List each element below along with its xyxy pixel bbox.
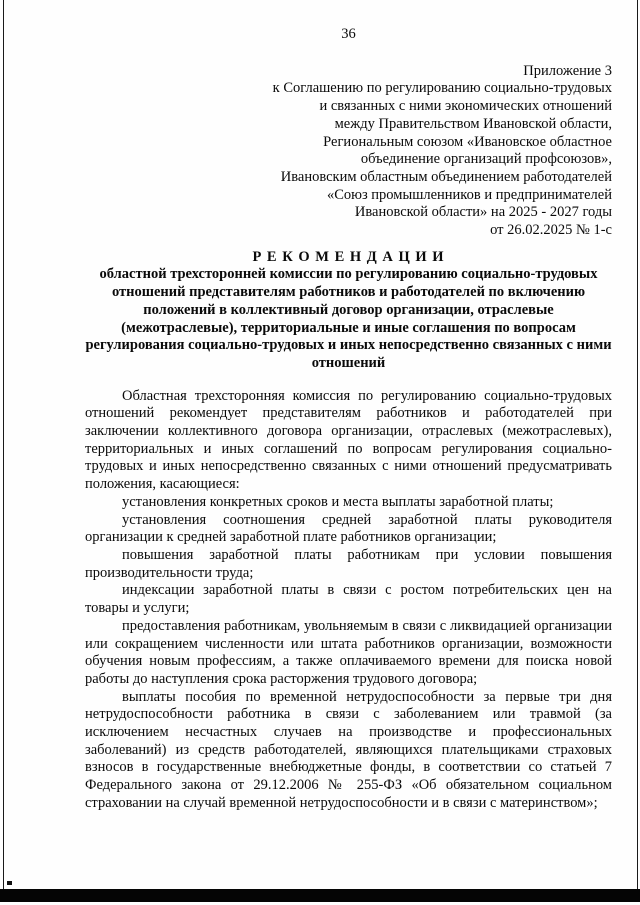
- appendix-header-line: Ивановским областным объединением работодателей: [280, 168, 612, 185]
- appendix-header-line: Ивановской области» на 2025 - 2027 годы: [354, 204, 612, 221]
- body-paragraph: установления соотношения средней заработной платы руководителя организации к средней заработной плате работников организации;: [85, 511, 612, 546]
- appendix-header-line: объединение организаций профсоюзов»,: [360, 151, 612, 168]
- scan-bottom-bar: [0, 889, 640, 902]
- appendix-header-line: от 26.02.2025 № 1-с: [490, 222, 612, 239]
- appendix-header-line: «Союз промышленников и предпринимателей: [326, 186, 612, 203]
- body-paragraph: Областная трехсторонняя комиссия по регулированию социально-трудовых отношений рекомендует представителям работников и работодателей при заключении коллективного договора организации, отраслевых (межотраслевых), территориальных и иных соглашений по вопросам регулирования социально-трудовых и иных непосредственно связанных с ними отношений предусматривать положения, касающиеся:: [85, 387, 612, 493]
- body-paragraph: предоставления работникам, увольняемым в связи с ликвидацией организации или сокращением численности или штата работников организации, возможности обучения новым профессиям, а также оплачиваемого времени для поиска новой работы до наступления срока расторжения трудового договора;: [85, 617, 612, 687]
- recommendations-heading: Р Е К О М Е Н Д А Ц И И: [252, 248, 445, 265]
- appendix-header-line: Региональным союзом «Ивановское областное: [323, 133, 612, 150]
- body-paragraph: установления конкретных сроков и места выплаты заработной платы;: [122, 493, 554, 510]
- recommendations-subtitle: областной трехсторонней комиссии по регулированию социально-трудовых отношений представителям работников и работодателей по включению положений в коллективный договор организации, отраслевые (межотраслевые), территориальные и иные соглашения по вопросам регулирования социально-трудовых и иных непосредственно связанных с ними отношений: [85, 266, 612, 371]
- body-paragraph: повышения заработной платы работникам при условии повышения производительности труда;: [85, 546, 612, 581]
- appendix-header-line: и связанных с ними экономических отношений: [319, 98, 612, 115]
- scan-edge-left: [3, 0, 4, 895]
- appendix-header-line: Приложение 3: [523, 62, 612, 79]
- page-number: 36: [341, 26, 356, 42]
- appendix-header-line: к Соглашению по регулированию социально-трудовых: [272, 80, 612, 97]
- scan-edge-right: [637, 0, 638, 895]
- scan-speck: [7, 881, 12, 885]
- body-paragraph: индексации заработной платы в связи с ростом потребительских цен на товары и услуги;: [85, 582, 612, 617]
- page-content: [85, 26, 612, 813]
- appendix-header-line: между Правительством Ивановской области,: [334, 115, 612, 132]
- body-paragraph: выплаты пособия по временной нетрудоспособности за первые три дня нетрудоспособности работника в связи с заболеванием или травмой (за исключением несчастных случаев на производстве и профессиональных заболеваний) из средств работодателей, являющихся плательщиками страховых взносов в государственные внебюджетные фонды, в соответствии со статьей 7 Федерального закона от 29.12.2006 № 255-ФЗ «Об обязательном социальном страховании на случай временной нетрудоспособности и в связи с материнством»;: [85, 688, 612, 811]
- document-body: [85, 388, 612, 813]
- appendix-header: [85, 63, 612, 240]
